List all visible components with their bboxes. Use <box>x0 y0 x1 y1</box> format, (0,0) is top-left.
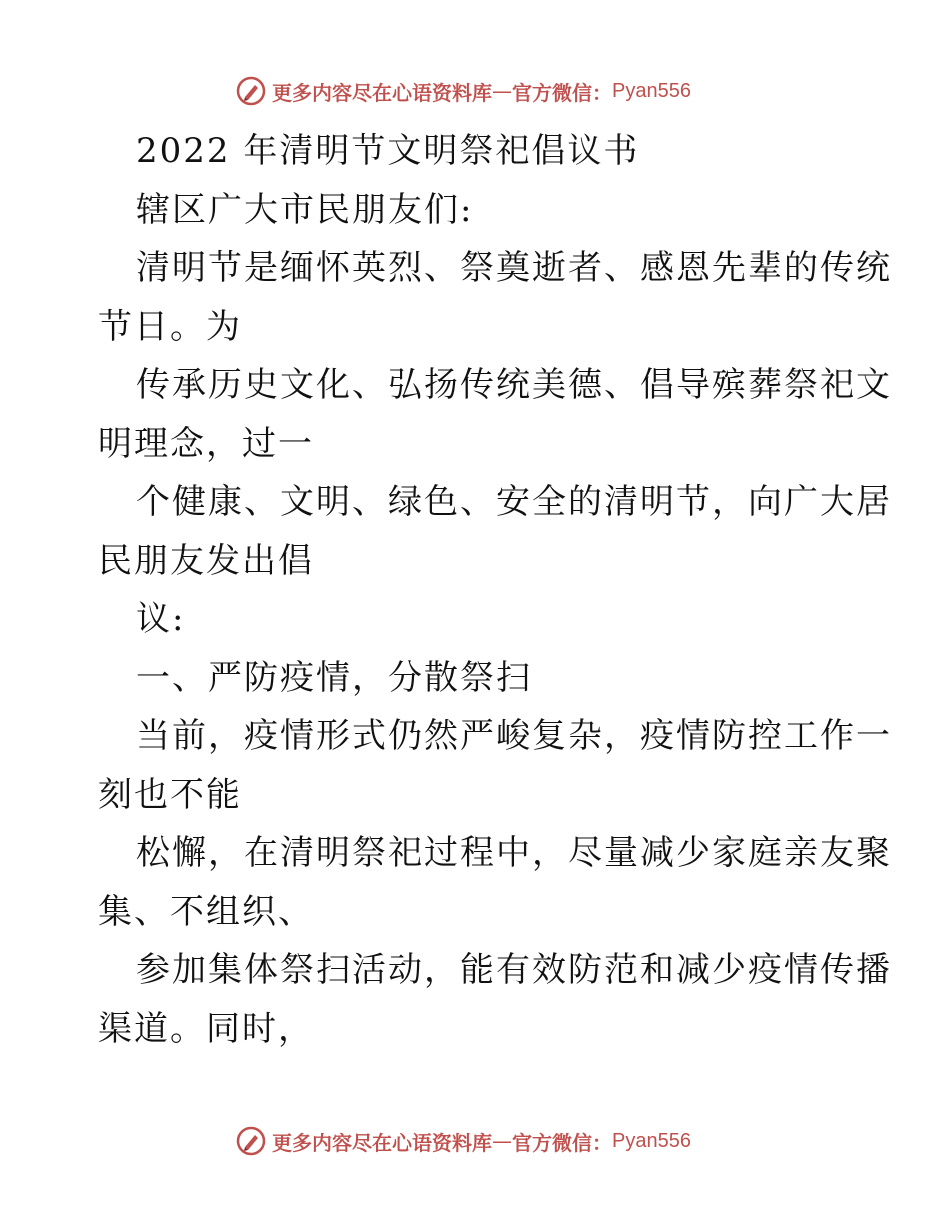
watermark-account: Pyan556 <box>612 1129 691 1152</box>
body-line: 节日。为 <box>98 306 242 347</box>
body-line: 传承历史文化、弘扬传统美德、倡导殡葬祭祀文 <box>136 365 892 405</box>
watermark-label: 官方微信： <box>512 80 612 105</box>
watermark-account: Pyan556 <box>612 79 691 102</box>
section-heading: 一、严防疫情，分散祭扫 <box>136 657 532 698</box>
document-body <box>98 122 892 1058</box>
watermark-label: 官方微信： <box>512 1130 612 1155</box>
pen-logo-icon <box>236 76 266 106</box>
body-line: 个健康、文明、绿色、安全的清明节，向广大居 <box>136 482 892 522</box>
body-line: 议: <box>136 599 186 639</box>
document-title: 2022 年清明节文明祭祀倡议书 <box>136 131 640 171</box>
footer-watermark <box>236 1124 691 1158</box>
salutation: 辖区广大市民朋友们: <box>136 189 474 230</box>
body-line: 松懈，在清明祭祀过程中，尽量减少家庭亲友聚 <box>136 833 892 873</box>
body-line: 刻也不能 <box>98 774 242 815</box>
watermark-dash: — <box>492 1129 512 1153</box>
pen-logo-icon <box>236 1126 266 1156</box>
body-line: 清明节是缅怀英烈、祭奠逝者、感恩先辈的传统 <box>136 248 892 288</box>
body-line: 当前，疫情形式仍然严峻复杂，疫情防控工作一 <box>136 716 892 756</box>
header-watermark <box>236 74 691 108</box>
body-line: 渠道。同时， <box>98 1008 314 1049</box>
body-line: 明理念，过一 <box>98 423 314 464</box>
watermark-text: 更多内容尽在心语资料库 <box>272 1130 492 1155</box>
body-line: 集、不组织、 <box>98 891 314 932</box>
watermark-dash: — <box>492 79 512 103</box>
body-line: 参加集体祭扫活动，能有效防范和减少疫情传播 <box>136 950 892 990</box>
body-line: 民朋友发出倡 <box>98 540 314 581</box>
watermark-text: 更多内容尽在心语资料库 <box>272 80 492 105</box>
